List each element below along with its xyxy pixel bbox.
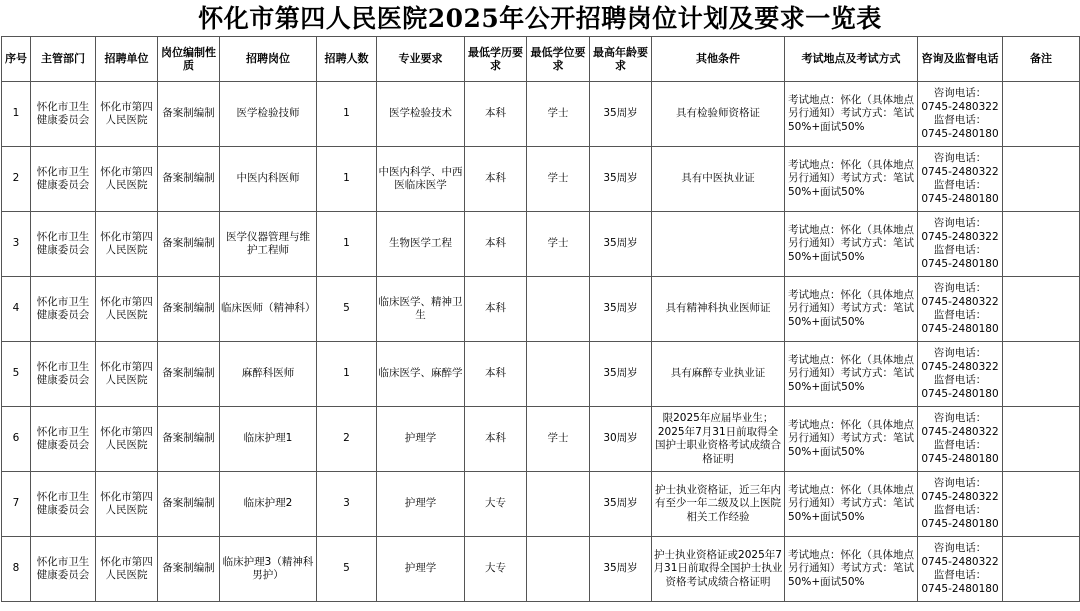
cell-dept: 怀化市卫生健康委员会 xyxy=(31,537,96,602)
cell-seq: 2 xyxy=(2,147,31,212)
table-row xyxy=(2,342,1080,407)
cell-remarks xyxy=(1003,212,1080,277)
cell-unit: 怀化市第四人民医院 xyxy=(96,342,158,407)
cell-position: 临床护理3（精神科男护） xyxy=(220,537,317,602)
column-header-contact: 咨询及监督电话 xyxy=(918,37,1003,82)
cell-dept: 怀化市卫生健康委员会 xyxy=(31,407,96,472)
column-header-exam: 考试地点及考试方式 xyxy=(785,37,918,82)
table-row xyxy=(2,407,1080,472)
cell-unit: 怀化市第四人民医院 xyxy=(96,472,158,537)
cell-degree: 学士 xyxy=(527,212,590,277)
column-header-major: 专业要求 xyxy=(377,37,465,82)
cell-major: 临床医学、精神卫生 xyxy=(377,277,465,342)
cell-exam: 考试地点：怀化（具体地点另行通知）考试方式：笔试50%+面试50% xyxy=(785,407,918,472)
cell-dept: 怀化市卫生健康委员会 xyxy=(31,212,96,277)
cell-contact: 咨询电话： 0745-2480322 监督电话： 0745-2480180 xyxy=(918,407,1003,472)
cell-degree: 学士 xyxy=(527,147,590,212)
cell-contact: 咨询电话： 0745-2480322 监督电话： 0745-2480180 xyxy=(918,277,1003,342)
cell-major: 医学检验技术 xyxy=(377,82,465,147)
cell-contact: 咨询电话： 0745-2480322 监督电话： 0745-2480180 xyxy=(918,537,1003,602)
table-row xyxy=(2,212,1080,277)
cell-other-conditions: 具有麻醉专业执业证 xyxy=(652,342,785,407)
cell-max-age: 35周岁 xyxy=(590,342,652,407)
cell-remarks xyxy=(1003,537,1080,602)
cell-exam: 考试地点：怀化（具体地点另行通知）考试方式：笔试50%+面试50% xyxy=(785,147,918,212)
cell-contact: 咨询电话： 0745-2480322 监督电话： 0745-2480180 xyxy=(918,212,1003,277)
cell-education: 本科 xyxy=(465,277,527,342)
cell-dept: 怀化市卫生健康委员会 xyxy=(31,472,96,537)
cell-headcount: 2 xyxy=(317,407,377,472)
table-row xyxy=(2,147,1080,212)
cell-seq: 6 xyxy=(2,407,31,472)
cell-staffing-type: 备案制编制 xyxy=(158,212,220,277)
column-header-degree: 最低学位要求 xyxy=(527,37,590,82)
column-header-remarks: 备注 xyxy=(1003,37,1080,82)
column-header-max-age: 最高年龄要求 xyxy=(590,37,652,82)
cell-max-age: 35周岁 xyxy=(590,537,652,602)
recruitment-table xyxy=(1,36,1080,602)
cell-other-conditions: 护士执业资格证，近三年内有至少一年二级及以上医院相关工作经验 xyxy=(652,472,785,537)
cell-headcount: 1 xyxy=(317,147,377,212)
cell-unit: 怀化市第四人民医院 xyxy=(96,212,158,277)
cell-headcount: 5 xyxy=(317,537,377,602)
cell-degree xyxy=(527,277,590,342)
cell-contact: 咨询电话： 0745-2480322 监督电话： 0745-2480180 xyxy=(918,342,1003,407)
column-header-education: 最低学历要求 xyxy=(465,37,527,82)
cell-position: 麻醉科医师 xyxy=(220,342,317,407)
cell-other-conditions: 具有中医执业证 xyxy=(652,147,785,212)
cell-exam: 考试地点：怀化（具体地点另行通知）考试方式：笔试50%+面试50% xyxy=(785,472,918,537)
table-row xyxy=(2,82,1080,147)
cell-max-age: 35周岁 xyxy=(590,212,652,277)
cell-exam: 考试地点：怀化（具体地点另行通知）考试方式：笔试50%+面试50% xyxy=(785,537,918,602)
cell-education: 本科 xyxy=(465,342,527,407)
cell-seq: 4 xyxy=(2,277,31,342)
cell-max-age: 35周岁 xyxy=(590,82,652,147)
cell-dept: 怀化市卫生健康委员会 xyxy=(31,277,96,342)
cell-seq: 5 xyxy=(2,342,31,407)
cell-other-conditions: 具有精神科执业医师证 xyxy=(652,277,785,342)
cell-dept: 怀化市卫生健康委员会 xyxy=(31,342,96,407)
column-header-other-conditions: 其他条件 xyxy=(652,37,785,82)
cell-position: 临床医师（精神科） xyxy=(220,277,317,342)
cell-remarks xyxy=(1003,147,1080,212)
cell-education: 本科 xyxy=(465,212,527,277)
cell-position: 医学检验技师 xyxy=(220,82,317,147)
cell-position: 临床护理2 xyxy=(220,472,317,537)
cell-exam: 考试地点：怀化（具体地点另行通知）考试方式：笔试50%+面试50% xyxy=(785,212,918,277)
cell-other-conditions xyxy=(652,212,785,277)
cell-contact: 咨询电话： 0745-2480322 监督电话： 0745-2480180 xyxy=(918,147,1003,212)
cell-remarks xyxy=(1003,472,1080,537)
cell-major: 护理学 xyxy=(377,407,465,472)
cell-exam: 考试地点：怀化（具体地点另行通知）考试方式：笔试50%+面试50% xyxy=(785,82,918,147)
cell-dept: 怀化市卫生健康委员会 xyxy=(31,147,96,212)
cell-remarks xyxy=(1003,342,1080,407)
cell-position: 中医内科医师 xyxy=(220,147,317,212)
cell-remarks xyxy=(1003,277,1080,342)
cell-seq: 1 xyxy=(2,82,31,147)
column-header-seq: 序号 xyxy=(2,37,31,82)
cell-max-age: 30周岁 xyxy=(590,407,652,472)
cell-major: 生物医学工程 xyxy=(377,212,465,277)
cell-other-conditions: 具有检验师资格证 xyxy=(652,82,785,147)
cell-other-conditions: 限2025年应届毕业生；2025年7月31日前取得全国护士职业资格考试成绩合格证明 xyxy=(652,407,785,472)
cell-staffing-type: 备案制编制 xyxy=(158,407,220,472)
cell-seq: 3 xyxy=(2,212,31,277)
cell-unit: 怀化市第四人民医院 xyxy=(96,82,158,147)
cell-dept: 怀化市卫生健康委员会 xyxy=(31,82,96,147)
column-header-unit: 招聘单位 xyxy=(96,37,158,82)
column-header-staffing-type: 岗位编制性质 xyxy=(158,37,220,82)
cell-seq: 7 xyxy=(2,472,31,537)
column-header-position: 招聘岗位 xyxy=(220,37,317,82)
cell-staffing-type: 备案制编制 xyxy=(158,537,220,602)
cell-major: 临床医学、麻醉学 xyxy=(377,342,465,407)
cell-degree xyxy=(527,472,590,537)
page-title: 怀化市第四人民医院2025年公开招聘岗位计划及要求一览表 xyxy=(198,4,882,33)
table-row xyxy=(2,277,1080,342)
cell-max-age: 35周岁 xyxy=(590,147,652,212)
cell-major: 中医内科学、中西医临床医学 xyxy=(377,147,465,212)
cell-major: 护理学 xyxy=(377,472,465,537)
cell-degree xyxy=(527,342,590,407)
cell-remarks xyxy=(1003,407,1080,472)
cell-unit: 怀化市第四人民医院 xyxy=(96,147,158,212)
cell-other-conditions: 护士执业资格证或2025年7月31日前取得全国护士执业资格考试成绩合格证明 xyxy=(652,537,785,602)
cell-headcount: 3 xyxy=(317,472,377,537)
cell-exam: 考试地点：怀化（具体地点另行通知）考试方式：笔试50%+面试50% xyxy=(785,277,918,342)
cell-remarks xyxy=(1003,82,1080,147)
header-row xyxy=(2,37,1080,82)
cell-education: 本科 xyxy=(465,147,527,212)
cell-position: 医学仪器管理与维护工程师 xyxy=(220,212,317,277)
table-row xyxy=(2,472,1080,537)
table-row xyxy=(2,537,1080,602)
cell-contact: 咨询电话： 0745-2480322 监督电话： 0745-2480180 xyxy=(918,82,1003,147)
cell-max-age: 35周岁 xyxy=(590,277,652,342)
cell-education: 大专 xyxy=(465,472,527,537)
cell-unit: 怀化市第四人民医院 xyxy=(96,407,158,472)
cell-degree: 学士 xyxy=(527,82,590,147)
cell-max-age: 35周岁 xyxy=(590,472,652,537)
cell-headcount: 1 xyxy=(317,82,377,147)
cell-degree xyxy=(527,537,590,602)
cell-exam: 考试地点：怀化（具体地点另行通知）考试方式：笔试50%+面试50% xyxy=(785,342,918,407)
column-header-headcount: 招聘人数 xyxy=(317,37,377,82)
cell-headcount: 1 xyxy=(317,342,377,407)
cell-degree: 学士 xyxy=(527,407,590,472)
cell-unit: 怀化市第四人民医院 xyxy=(96,537,158,602)
cell-major: 护理学 xyxy=(377,537,465,602)
cell-staffing-type: 备案制编制 xyxy=(158,147,220,212)
cell-unit: 怀化市第四人民医院 xyxy=(96,277,158,342)
cell-staffing-type: 备案制编制 xyxy=(158,342,220,407)
column-header-dept: 主管部门 xyxy=(31,37,96,82)
cell-headcount: 1 xyxy=(317,212,377,277)
cell-contact: 咨询电话： 0745-2480322 监督电话： 0745-2480180 xyxy=(918,472,1003,537)
cell-seq: 8 xyxy=(2,537,31,602)
cell-education: 大专 xyxy=(465,537,527,602)
cell-staffing-type: 备案制编制 xyxy=(158,472,220,537)
cell-education: 本科 xyxy=(465,407,527,472)
cell-education: 本科 xyxy=(465,82,527,147)
cell-position: 临床护理1 xyxy=(220,407,317,472)
cell-headcount: 5 xyxy=(317,277,377,342)
cell-staffing-type: 备案制编制 xyxy=(158,82,220,147)
cell-staffing-type: 备案制编制 xyxy=(158,277,220,342)
